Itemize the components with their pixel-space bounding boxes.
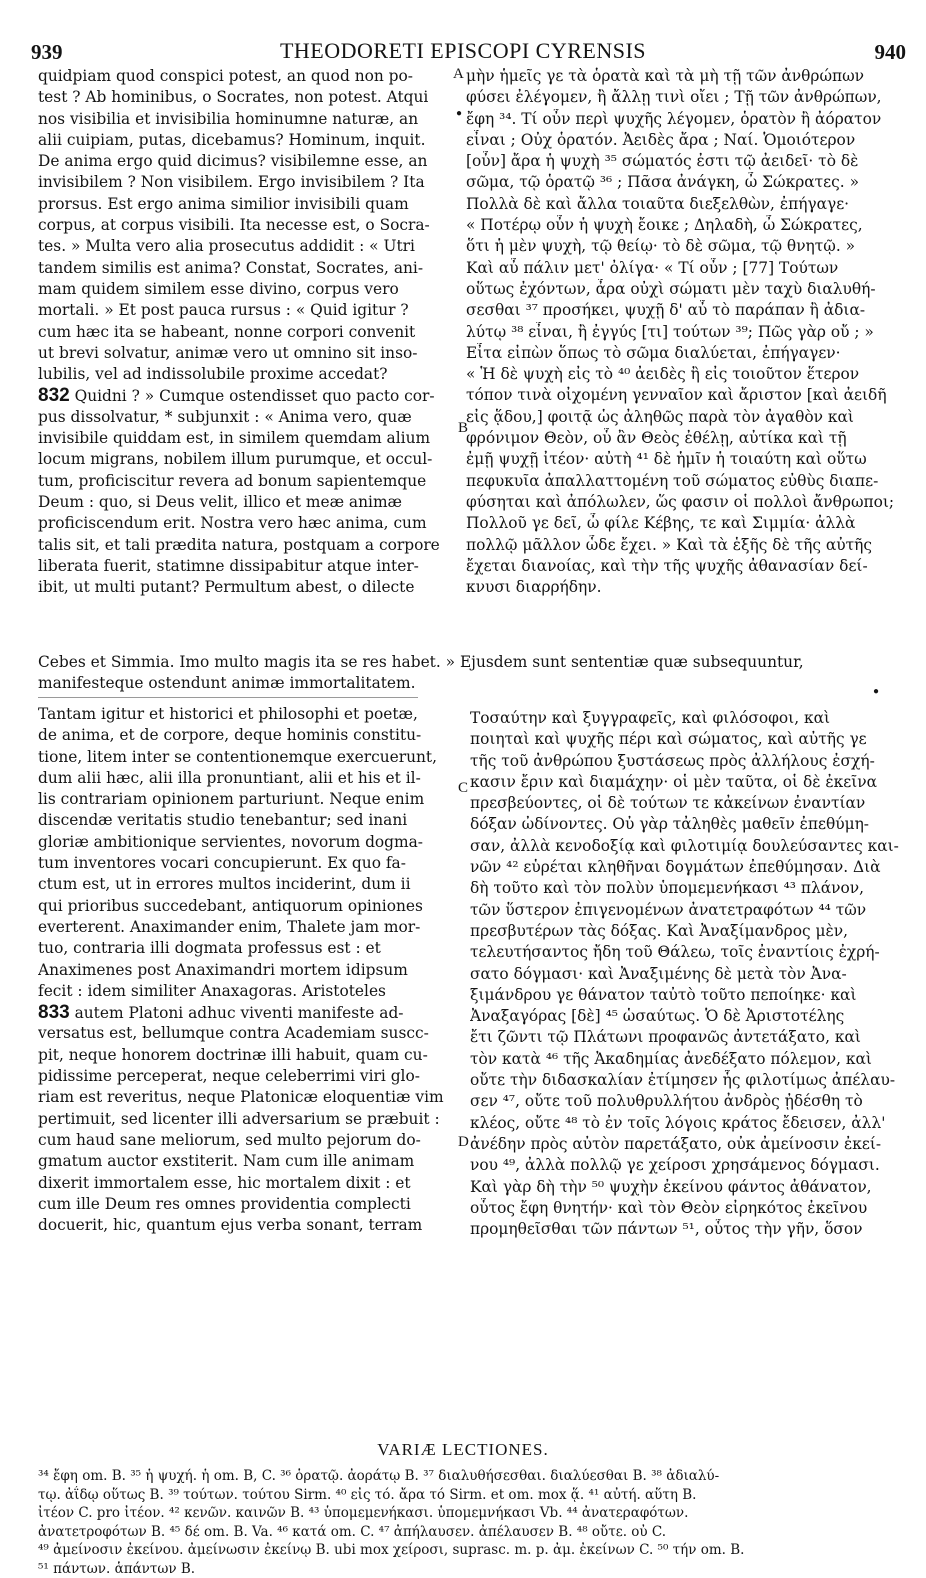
text-line: τῆς τοῦ ἀνθρώπου ξυστάσεως πρὸς ἀλλήλους ἐσχή- [470, 751, 902, 772]
text-line: tum, proficiscitur revera ad bonum sapientemque [38, 471, 458, 492]
text-line: corpus, at corpus visibili. Ita necesse est, o Socra- [38, 215, 458, 236]
variae-lectiones-title: VARIÆ LECTIONES. [0, 1440, 926, 1460]
text-line: lubilis, vel ad indissolubile proxime accedat? [38, 364, 458, 385]
text-line: εἰς ᾅδου,] φοιτᾷ ὡς ἀληθῶς παρὰ τὸν ἀγαθὸν καὶ [466, 407, 902, 428]
text-line: φρόνιμον Θεὸν, οὗ ἂν Θεὸς ἐθέλῃ, αὐτίκα καὶ τῇ [466, 428, 902, 449]
text-line: everterent. Anaximander enim, Thalete jam mor- [38, 917, 458, 938]
text-line: σῶμα, τῷ ὁρατῷ ³⁶ ; Πᾶσα ἀνάγκη, ὦ Σώκρατες. » [466, 172, 902, 193]
text-line: φύσει ἐλέγομεν, ἢ ἄλλῃ τινὶ οἴει ; Τῇ τῶν ἀνθρώπων, [466, 87, 902, 108]
text-line: σεν ⁴⁷, οὔτε τοῦ πολυθρυλλήτου ἀνδρὸς ᾐδέσθη τὸ [470, 1091, 902, 1112]
left-page-number: 939 [31, 40, 63, 65]
text-line: σατο δόγμασι· καὶ Ἀναξιμένης δὲ μετὰ τὸν Ἀνα- [470, 964, 902, 985]
text-line: σαν, ἀλλὰ κενοδοξίᾳ καὶ φιλοτιμίᾳ δουλεύσαντες και- [470, 836, 902, 857]
right-page-number: 940 [875, 40, 907, 65]
text-line: autem Platoni adhuc viventi manifeste ad- [70, 1004, 404, 1022]
text-line: pertimuit, sed licenter illi adversarium se præbuit : [38, 1109, 458, 1130]
text-line: lis contrariam opinionem parturiunt. Neque enim [38, 789, 458, 810]
text-line: tandem similis est anima? Constat, Socrates, ani- [38, 258, 458, 279]
text-line: δὴ τοῦτο καὶ τὸν πολὺν ὑπομεμενήκασι ⁴³ πλάνον, [470, 878, 902, 899]
text-line: ἔχεται διανοίας, καὶ τὴν τῆς ψυχῆς ἀθανασίαν δεί- [466, 556, 902, 577]
text-line: riam est reveritus, neque Platonicæ eloquentiæ vim [38, 1087, 458, 1108]
variant-readings-notes [38, 1467, 908, 1578]
text-line: nos visibilia et invisibilia hominumne naturæ, an [38, 109, 458, 130]
text-line: Καὶ γὰρ δὴ τὴν ⁵⁰ ψυχὴν ἐκείνου φάντος ἀθάνατον, [470, 1177, 902, 1198]
text-line: test ? Ab hominibus, o Socrates, non potest. Atqui [38, 87, 458, 108]
text-line: talis sit, et tali prædita natura, postquam a corpore [38, 535, 458, 556]
text-line: οὔτε τὴν διδασκαλίαν ἐτίμησεν ἧς φιλοτίμως ἀπέλαυ- [470, 1070, 902, 1091]
text-line: Τοσαύτην καὶ ξυγγραφεῖς, καὶ φιλόσοφοι, καὶ [470, 708, 902, 729]
full-width-line: manifesteque ostendunt animæ immortalitatem. [38, 673, 908, 694]
text-line: tes. » Multa vero alia prosecutus addidit : « Utri [38, 236, 458, 257]
text-line: Quidni ? » Cumque ostendisset quo pacto cor- [70, 387, 435, 405]
text-line: docuerit, hic, quantum ejus verba sonant, terram [38, 1215, 458, 1236]
text-line: τὸν κατὰ ⁴⁶ τῆς Ἀκαδημίας ἀνεδέξατο πόλεμον, καὶ [470, 1049, 902, 1070]
text-line: Εἶτα εἰπὼν ὅπως τὸ σῶμα διαλύεται, ἐπήγαγεν· [466, 343, 902, 364]
note-line: ἰτέον C. pro ἰτέον. ⁴² κενῶν. καινῶν B. ⁴³ ὑπομεμενήκασι. ὑπομεμνήκασι Vb. ⁴⁴ ἀνατεραφότων. [38, 1504, 908, 1523]
text-line: οὕτως ἐχόντων, ἆρα οὐχὶ σώματι μὲν ταχὺ διαλυθή- [466, 279, 902, 300]
text-line: gloriæ ambitionique servientes, novorum dogma- [38, 832, 458, 853]
text-line: ἀνέδην πρὸς αὐτὸν παρετάξατο, οὐκ ἀμείνοσιν ἐκεί- [470, 1134, 902, 1155]
note-line: ἀνατετροφότων B. ⁴⁵ δέ om. B. Va. ⁴⁶ κατά om. C. ⁴⁷ ἀπήλαυσεν. ἀπέλαυσεν B. ⁴⁸ οὔτε. οὐ C. [38, 1523, 908, 1542]
text-line: προμηθεῖσθαι τῶν πάντων ⁵¹, οὗτος τὴν γῆν, ὅσον [470, 1219, 902, 1240]
text-line: πρεσβυτέρων τὰς δόξας. Καὶ Ἀναξίμανδρος μὲν, [470, 921, 902, 942]
text-line: quidpiam quod conspici potest, an quod non po- [38, 66, 458, 87]
text-line: νῶν ⁴² εὑρέται κληθῆναι δογμάτων ἐπεθύμησαν. Διὰ [470, 857, 902, 878]
text-line: dixerit immortalem esse, hic mortalem dixit : et [38, 1173, 458, 1194]
text-line: locum migrans, nobilem illum purumque, et occul- [38, 449, 458, 470]
note-line: ³⁴ ἔφη om. B. ³⁵ ἡ ψυχή. ἡ om. B, C. ³⁶ ὁρατῷ. ἀοράτῳ B. ³⁷ διαλυθήσεσθαι. διαλύεσθαι B. ³⁸ ἀδιαλύ- [38, 1467, 908, 1486]
text-line: tuo, contraria illi dogmata professus est : et [38, 938, 458, 959]
text-line: prorsus. Est ergo anima similior invisibili quam [38, 194, 458, 215]
text-line: liberata fuerit, statimne dissipabitur atque inter- [38, 556, 458, 577]
text-line: cum hæc ita se habeant, nonne corpori convenit [38, 322, 458, 343]
text-line: εἶναι ; Οὐχ ὁρατόν. Ἀειδὲς ἄρα ; Ναί. Ὁμοιότερον [466, 130, 902, 151]
text-line: σεσθαι ³⁷ προσήκει, ψυχῇ δ' αὖ τὸ παράπαν ἢ ἀδια- [466, 300, 902, 321]
text-line: νου ⁴⁹, ἀλλὰ πολλῷ γε χείροσι χρησάμενος δόγμασι. [470, 1155, 902, 1176]
text-line: φύσηται καὶ ἀπόλωλεν, ὥς φασιν οἱ πολλοὶ ἄνθρωποι; [466, 492, 902, 513]
greek-column-2 [470, 708, 902, 1240]
text-line: λύτῳ ³⁸ εἶναι, ἢ ἐγγύς [τι] τούτων ³⁹; Πῶς γὰρ οὔ ; » [466, 322, 902, 343]
text-line: alii cuipiam, putas, dicebamus? Hominum, inquit. [38, 130, 458, 151]
greek-column-1 [466, 66, 902, 598]
margin-marker-b: B [458, 420, 468, 437]
text-line: fecit : idem similiter Anaxagoras. Aristoteles [38, 981, 458, 1002]
text-line: ἔτι ζῶντι τῷ Πλάτωνι προφανῶς ἀντετάξατο, καὶ [470, 1027, 902, 1048]
full-width-line: Cebes et Simmia. Imo multo magis ita se res habet. » Ejusdem sunt sententiæ quæ subsequuntur, [38, 652, 908, 673]
text-line-with-section [38, 385, 458, 406]
text-line: De anima ergo quid dicimus? visibilemne esse, an [38, 151, 458, 172]
text-line: invisibilem ? Non visibilem. Ergo invisibilem ? Ita [38, 172, 458, 193]
note-line: τῳ. ἀΐδῳ οὕτως B. ³⁹ τούτων. τούτου Sirm. ⁴⁰ εἰς τό. ἄρα τό Sirm. et om. mox ᾅ. ⁴¹ αὐτή. αὕτη B. [38, 1486, 908, 1505]
text-line: de anima, et de corpore, deque hominis constitu- [38, 725, 458, 746]
text-line: pidissime perceperat, neque celeberrimi viri glo- [38, 1066, 458, 1087]
text-line: proficiscendum erit. Nostra vero hæc anima, cum [38, 513, 458, 534]
text-line: tione, litem inter se contentionemque exercuerunt, [38, 747, 458, 768]
section-number: 833 [38, 1002, 70, 1023]
margin-dot: ● [456, 108, 462, 119]
text-line: Ἀναξαγόρας [δὲ] ⁴⁵ ὡσαύτως. Ὁ δὲ Ἀριστοτέλης [470, 1006, 902, 1027]
text-line: τῶν ὕστερον ἐπιγενομένων ἀνατετραφότων ⁴⁴ τῶν [470, 900, 902, 921]
text-line: Anaximenes post Anaximandri mortem idipsum [38, 960, 458, 981]
text-line: πρεσβεύοντες, οἱ δὲ τούτων τε κἀκείνων ἐναντίαν [470, 793, 902, 814]
text-line: κνυσι διαρρήδην. [466, 577, 902, 598]
text-line: cum haud sane meliorum, sed multo pejorum do- [38, 1130, 458, 1151]
text-line: Deum : quo, si Deus velit, illico et meæ animæ [38, 492, 458, 513]
note-line: ⁴⁹ ἀμείνοσιν ἐκείνου. ἀμείνωσιν ἐκείνῳ B. ubi mox χείροσι, suprasc. m. p. ἀμ. ἐκείνων C. ⁵⁰ τήν om. B. [38, 1541, 908, 1560]
text-line: δόξαν ὠδίνοντες. Οὐ γὰρ τἀληθὲς μαθεῖν ἐπεθύμη- [470, 814, 902, 835]
text-line: τόπον τινὰ οἰχομένη γενναῖον καὶ ἄριστον [καὶ ἀειδῆ [466, 385, 902, 406]
text-line: « Ἡ δὲ ψυχὴ εἰς τὸ ⁴⁰ ἀειδὲς ἢ εἰς τοιοῦτον ἕτερον [466, 364, 902, 385]
margin-marker-a: A [453, 66, 464, 83]
text-line: Πολλὰ δὲ καὶ ἄλλα τοιαῦτα διεξελθὼν, ἐπήγαγε· [466, 194, 902, 215]
text-line: [οὖν] ἄρα ἡ ψυχὴ ³⁵ σώματός ἐστι τῷ ἀειδεῖ· τὸ δὲ [466, 151, 902, 172]
text-line: versatus est, bellumque contra Academiam suscc- [38, 1023, 458, 1044]
text-line: ξιμάνδρου γε θάνατον ταὐτὸ τοῦτο πεποίηκε· καὶ [470, 985, 902, 1006]
text-line: ibit, ut multi putant? Permultum abest, o dilecte [38, 577, 458, 598]
text-line: gmatum auctor exstiterit. Nam cum ille animam [38, 1151, 458, 1172]
text-line: qui prioribus succedebant, antiquorum opiniones [38, 896, 458, 917]
note-line: ⁵¹ πάντων. ἁπάντων B. [38, 1560, 908, 1578]
text-line: pus dissolvatur, * subjunxit : « Anima vero, quæ [38, 407, 458, 428]
margin-marker-c: C [458, 780, 468, 797]
text-line-with-section [38, 1002, 458, 1023]
text-line: ποιηταὶ καὶ ψυχῆς πέρι καὶ σώματος, καὶ αὐτῆς γε [470, 729, 902, 750]
text-line: ut brevi solvatur, animæ vero ut omnino sit inso- [38, 343, 458, 364]
running-title: THEODORETI EPISCOPI CYRENSIS [0, 38, 926, 64]
text-line: πεφυκυῖα ἀπαλλαττομένη τοῦ σώματος εὐθὺς διαπε- [466, 471, 902, 492]
text-line: ἐμῇ ψυχῇ ἰτέον· αὐτὴ ⁴¹ δὲ ἡμῖν ἡ τοιαύτη καὶ οὕτω [466, 449, 902, 470]
text-line: οὗτος ἔφη θνητήν· καὶ τὸν Θεὸν εἰρηκότος ἐκεῖνου [470, 1198, 902, 1219]
text-line: invisibile quiddam est, in similem quemdam alium [38, 428, 458, 449]
text-line: mortali. » Et post pauca rursus : « Quid igitur ? [38, 300, 458, 321]
text-line: μὴν ἡμεῖς γε τὰ ὁρατὰ καὶ τὰ μὴ τῇ τῶν ἀνθρώπων [466, 66, 902, 87]
text-line: ctum est, ut in errores multos inciderint, dum ii [38, 874, 458, 895]
text-line: mam quidem similem esse divino, corpus vero [38, 279, 458, 300]
text-line: κασιν ἔριν καὶ διαμάχην· οἱ μὲν ταῦτα, οἱ δὲ ἐκεῖνα [470, 772, 902, 793]
text-line: ὅτι ἡ μὲν ψυχὴ, τῷ θείῳ· τὸ δὲ σῶμα, τῷ θνητῷ. » [466, 236, 902, 257]
latin-column-1 [38, 66, 458, 598]
divider [38, 697, 418, 698]
text-line: « Ποτέρῳ οὖν ἡ ψυχὴ ἔοικε ; Δηλαδὴ, ὦ Σώκρατες, [466, 215, 902, 236]
text-line: discendæ veritatis studio tenebantur; sed inani [38, 810, 458, 831]
text-line: τελευτήσαντος ἤδη τοῦ Θάλεω, τοῖς ἐναντίοις ἐχρή- [470, 942, 902, 963]
text-line: πολλῷ μᾶλλον ὧδε ἔχει. » Καὶ τὰ ἑξῆς δὲ τῆς αὐτῆς [466, 535, 902, 556]
text-line: Πολλοῦ γε δεῖ, ὦ φίλε Κέβης, τε καὶ Σιμμία· ἀλλὰ [466, 513, 902, 534]
text-line: κλέος, οὔτε ⁴⁸ τὸ ἐν τοῖς λόγοις κράτος ἔδεισεν, ἀλλ' [470, 1113, 902, 1134]
text-line: ἔφη ³⁴. Τί οὖν περὶ ψυχῆς λέγομεν, ὁρατὸν ἢ ἀόρατον [466, 109, 902, 130]
latin-column-2 [38, 704, 458, 1236]
margin-marker-d: D [458, 1134, 469, 1151]
text-line: tum inventores vocari concupierunt. Ex quo fa- [38, 853, 458, 874]
text-line: Tantam igitur et historici et philosophi et poetæ, [38, 704, 458, 725]
text-line: pit, neque honorem doctrinæ illi habuit, quam cu- [38, 1045, 458, 1066]
text-line: cum ille Deum res omnes providentia complecti [38, 1194, 458, 1215]
section-number: 832 [38, 385, 70, 406]
text-line: Καὶ αὖ πάλιν μετ' ὀλίγα· « Τί οὖν ; [77] Τούτων [466, 258, 902, 279]
running-header [0, 8, 926, 48]
margin-dot: ● [873, 686, 879, 697]
text-line: dum alii hæc, alii illa pronuntiant, alii et his et il- [38, 768, 458, 789]
